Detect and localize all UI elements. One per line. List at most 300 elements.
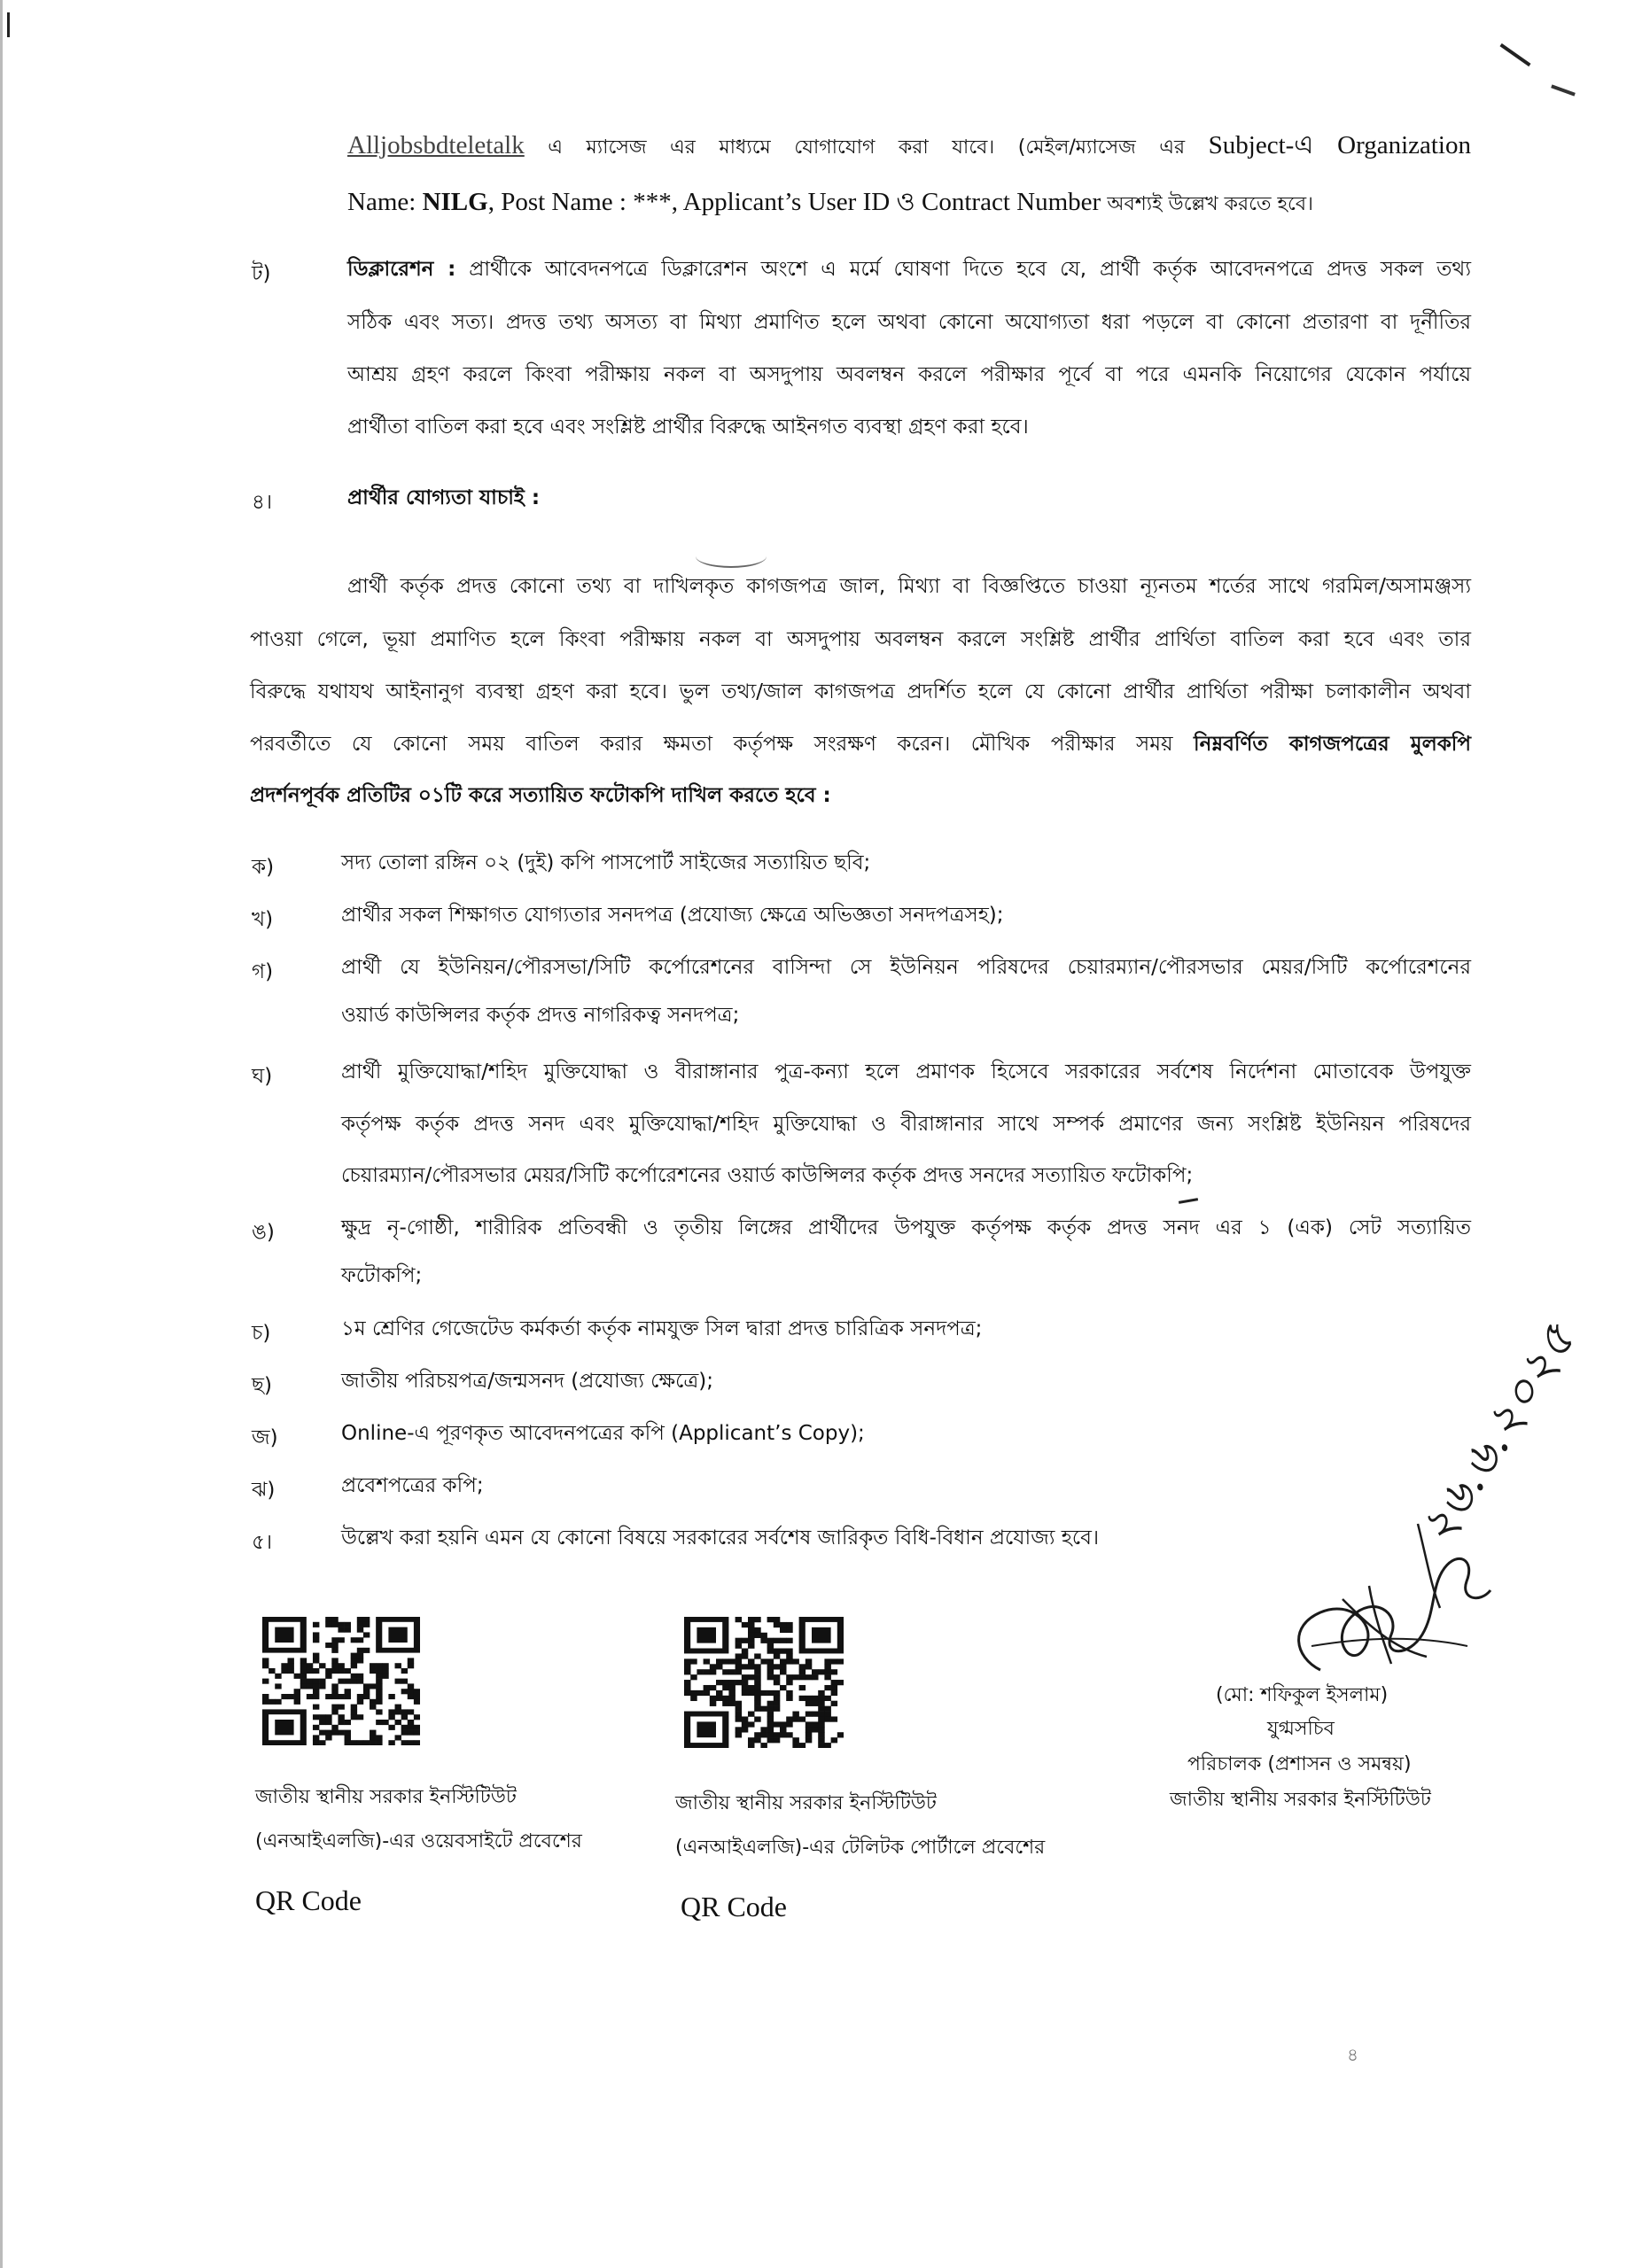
qr-module (728, 1680, 735, 1685)
qr-module (722, 1680, 729, 1685)
item-ga-marker: গ) (252, 960, 274, 983)
qr-module (363, 1694, 370, 1699)
qr-module (370, 1735, 376, 1740)
qr-module (710, 1685, 717, 1690)
qr-module (767, 1669, 774, 1674)
qr-module (294, 1689, 300, 1694)
qr-module (728, 1658, 735, 1664)
qr-module (786, 1638, 793, 1643)
qr-module (395, 1735, 401, 1740)
qr-module (728, 1696, 735, 1701)
qr-module (351, 1674, 357, 1679)
qr-module (792, 1716, 799, 1721)
qr-module (401, 1709, 408, 1714)
qr-module (710, 1701, 717, 1706)
qr-module (748, 1622, 755, 1627)
qr-module (818, 1743, 825, 1748)
qr-module (684, 1680, 691, 1685)
qr-module (806, 1664, 813, 1669)
qr-module (831, 1737, 838, 1743)
qr-module (345, 1668, 351, 1674)
qr-module (735, 1706, 743, 1712)
qr-module (774, 1680, 781, 1685)
qr-module (799, 1664, 806, 1669)
qr-module (786, 1716, 793, 1721)
qr-module (774, 1690, 781, 1696)
qr-module (363, 1740, 370, 1745)
qr-module (754, 1716, 761, 1721)
qr-module (824, 1696, 831, 1701)
qr-module (767, 1664, 774, 1669)
item-cha-marker: চ) (252, 1322, 271, 1345)
qr-module (300, 1658, 307, 1663)
qr-module (376, 1709, 382, 1714)
qr-module (325, 1622, 331, 1627)
qr-module (307, 1679, 313, 1684)
qr-module (799, 1743, 806, 1748)
qr-module (767, 1716, 774, 1721)
qr-module (760, 1727, 767, 1732)
qr-module (754, 1701, 761, 1706)
qr-module (735, 1716, 743, 1721)
qr-module (281, 1694, 287, 1699)
qr-module (716, 1690, 723, 1696)
qr-module (748, 1633, 755, 1638)
qr-module (307, 1694, 313, 1699)
qr-module (363, 1622, 370, 1627)
qr-module (697, 1721, 716, 1737)
qr-module (831, 1658, 838, 1664)
qr-module (824, 1685, 831, 1690)
qr-module (325, 1674, 331, 1679)
qr-module (275, 1720, 293, 1735)
qr-module (300, 1679, 307, 1684)
qr-module (786, 1653, 793, 1658)
qr-module (767, 1690, 774, 1696)
qr-module (275, 1627, 293, 1643)
qr-module (774, 1732, 781, 1737)
qr-module (281, 1668, 287, 1674)
qr-module (786, 1732, 793, 1737)
section-5-number: ৫। (252, 1531, 273, 1554)
qr-module (780, 1664, 787, 1669)
qr-module (806, 1737, 813, 1743)
qr-module (325, 1720, 331, 1725)
qr-module (313, 1679, 319, 1684)
qr-module (345, 1622, 351, 1627)
qr-module (735, 1617, 743, 1622)
signatory-role: পরিচালক (প্রশাসন ও সমন্বয়) (1187, 1753, 1412, 1775)
qr-module (690, 1674, 697, 1680)
qr-module (287, 1694, 293, 1699)
qr-module (357, 1740, 363, 1745)
qr-module (780, 1732, 787, 1737)
qr-module (331, 1637, 338, 1643)
qr-module (319, 1679, 325, 1684)
qr-module (774, 1706, 781, 1712)
qr-module (395, 1679, 401, 1684)
qr-module (363, 1648, 370, 1653)
item-gha-line-1: প্রার্থী মুক্তিযোদ্ধা/শহিদ মুক্তিযোদ্ধা ও বীরাঙ্গানার পুত্র-কন্যা হলে প্রমাণক হিসেবে সরকারের সর্বশেষ নির্দেশনা মোতাবেক উপযুক্ত (341, 1060, 1471, 1084)
qr-module (704, 1658, 711, 1664)
qr-module (806, 1674, 813, 1680)
contact-line-2 (347, 186, 1313, 220)
qr-module (824, 1674, 831, 1680)
qr-module (774, 1721, 781, 1727)
qr-module (370, 1740, 376, 1745)
qr-module (728, 1701, 735, 1706)
qr-module (786, 1696, 793, 1701)
qr-module (735, 1669, 743, 1674)
qr-module (370, 1663, 376, 1668)
contact-subject: Subject-এ Organization (1208, 131, 1471, 159)
qr-module (735, 1664, 743, 1669)
qr-module (697, 1627, 716, 1643)
qr-module (363, 1689, 370, 1694)
qr-module (735, 1658, 743, 1664)
qr-module (799, 1685, 806, 1690)
qr-module (722, 1658, 729, 1664)
qr-module (319, 1720, 325, 1725)
qr-module (818, 1732, 825, 1737)
qr-module (382, 1668, 388, 1674)
qr-module (331, 1648, 338, 1653)
section-4-number: ৪। (252, 491, 273, 514)
qr-module (767, 1732, 774, 1737)
qr-module (690, 1658, 697, 1664)
qr-module (754, 1627, 761, 1633)
qr-module (338, 1622, 344, 1627)
qr-module (754, 1617, 761, 1622)
qr-module (760, 1690, 767, 1696)
qr-module (818, 1696, 825, 1701)
qr-module (748, 1737, 755, 1743)
item-gha-marker: ঘ) (252, 1065, 273, 1088)
qr-module (345, 1627, 351, 1633)
qr-module (325, 1714, 331, 1720)
qr-module (831, 1680, 838, 1685)
qr-module (401, 1679, 408, 1684)
qr-module (780, 1638, 787, 1643)
qr-module (760, 1638, 767, 1643)
qr-module (357, 1627, 363, 1633)
qr-module (300, 1663, 307, 1668)
qr-module (401, 1740, 408, 1745)
page-number: ৪ (1347, 2044, 1358, 2065)
qr-module (382, 1663, 388, 1668)
qr-module (742, 1664, 749, 1669)
qr-module (780, 1669, 787, 1674)
qr-module (401, 1725, 408, 1730)
qr-module (831, 1701, 838, 1706)
qr-module (799, 1674, 806, 1680)
qr-module (812, 1674, 819, 1680)
qr-module (376, 1683, 382, 1689)
qr-module (684, 1685, 691, 1690)
qr-module (760, 1743, 767, 1748)
qr-module (351, 1663, 357, 1668)
qr-module (345, 1740, 351, 1745)
qr-module (331, 1709, 338, 1714)
qr-module (812, 1627, 831, 1643)
qr-module (331, 1689, 338, 1694)
qr-module (780, 1721, 787, 1727)
qr-module (767, 1617, 774, 1622)
qr-module (313, 1632, 319, 1637)
qr-module (345, 1679, 351, 1684)
qr-module (812, 1712, 819, 1717)
qr-module (313, 1740, 319, 1745)
qr-module (345, 1735, 351, 1740)
qr-module (754, 1706, 761, 1712)
qr-module (357, 1699, 363, 1705)
section-4-para-line-4 (250, 732, 1471, 758)
qr-module (837, 1680, 844, 1685)
qr-module (792, 1712, 799, 1717)
ink-mark (1179, 1198, 1198, 1204)
qr-module (338, 1694, 344, 1699)
qr-module (786, 1690, 793, 1696)
qr-module (376, 1674, 382, 1679)
qr-module (760, 1706, 767, 1712)
qr-module (722, 1685, 729, 1690)
qr-module (269, 1668, 275, 1674)
qr-module (742, 1690, 749, 1696)
qr-module (408, 1725, 414, 1730)
qr-module (376, 1679, 382, 1684)
qr-module (786, 1721, 793, 1727)
qr-module (774, 1701, 781, 1706)
para-line-4-plain: পরবর্তীতে যে কোনো সময় বাতিল করার ক্ষমতা কর্তৃপক্ষ সংরক্ষণ করেন। মৌখিক পরীক্ষার সময় (250, 733, 1195, 756)
qr-module (767, 1701, 774, 1706)
qr-module (414, 1730, 420, 1736)
qr-module (735, 1653, 743, 1658)
qr-module (754, 1674, 761, 1680)
qr-module (357, 1679, 363, 1684)
qr-teletalk-graphic (684, 1617, 844, 1748)
qr-module (704, 1685, 711, 1690)
qr-module (792, 1743, 799, 1748)
qr-module (331, 1643, 338, 1648)
qr-module (325, 1694, 331, 1699)
qr-module (338, 1714, 344, 1720)
qr-left-caption-1: জাতীয় স্থানীয় সরকার ইনস্টিটিউট (255, 1786, 517, 1808)
qr-module (690, 1690, 697, 1696)
qr-module (262, 1694, 269, 1699)
qr-module (812, 1701, 819, 1706)
qr-module (735, 1680, 743, 1685)
qr-module (351, 1653, 357, 1658)
qr-module (388, 1709, 394, 1714)
qr-module (331, 1730, 338, 1736)
qr-module (325, 1668, 331, 1674)
qr-module (313, 1725, 319, 1730)
qr-module (338, 1720, 344, 1725)
qr-module (319, 1730, 325, 1736)
qr-module (742, 1622, 749, 1627)
qr-module (728, 1690, 735, 1696)
org-name: NILG (422, 188, 488, 216)
qr-module (275, 1683, 281, 1689)
qr-module (357, 1622, 363, 1627)
scan-mark-topright (1499, 43, 1530, 66)
qr-module (748, 1643, 755, 1649)
qr-module (300, 1674, 307, 1679)
qr-module (735, 1701, 743, 1706)
qr-module (684, 1669, 691, 1674)
qr-module (351, 1740, 357, 1745)
qr-module (831, 1669, 838, 1674)
qr-module (780, 1622, 787, 1627)
qr-module (414, 1740, 420, 1745)
qr-module (294, 1699, 300, 1705)
qr-module (414, 1725, 420, 1730)
qr-module (735, 1712, 743, 1717)
qr-module (313, 1714, 319, 1720)
mandatory-text: অবশ্যই উল্লেখ করতে হবে। (1107, 193, 1313, 215)
qr-module (831, 1685, 838, 1690)
qr-module (780, 1658, 787, 1664)
qr-module (716, 1664, 723, 1669)
alljobs-link[interactable]: Alljobsbdteletalk (347, 131, 525, 159)
qr-module (395, 1709, 401, 1714)
qr-module (331, 1658, 338, 1663)
qr-module (388, 1694, 394, 1699)
qr-module (716, 1696, 723, 1701)
qr-module (748, 1712, 755, 1717)
qr-module (786, 1674, 793, 1680)
qr-module (269, 1699, 275, 1705)
qr-module (319, 1663, 325, 1668)
qr-module (748, 1658, 755, 1664)
qr-module (408, 1663, 414, 1668)
qr-module (748, 1721, 755, 1727)
qr-module (716, 1658, 723, 1664)
qr-module (824, 1664, 831, 1669)
qr-module (812, 1696, 819, 1701)
qr-module (748, 1627, 755, 1633)
qr-module (684, 1658, 691, 1664)
qr-module (735, 1643, 743, 1649)
item-ja-marker: জ) (252, 1426, 278, 1449)
qr-module (818, 1669, 825, 1674)
qr-module (748, 1690, 755, 1696)
post-name-text: , Post Name : ***, Applicant’s User ID ও Contract Number (487, 188, 1108, 216)
qr-module (388, 1714, 394, 1720)
qr-module (818, 1727, 825, 1732)
qr-module (357, 1714, 363, 1720)
item-ka-marker: ক) (252, 856, 275, 879)
qr-code-website[interactable] (262, 1617, 420, 1745)
qr-module (357, 1648, 363, 1653)
qr-module (837, 1732, 844, 1737)
qr-module (345, 1689, 351, 1694)
item-uma-line-1: ক্ষুদ্র নৃ-গোষ্ঠী, শারীরিক প্রতিবন্ধী ও তৃতীয় লিঙ্গের প্রার্থীদের উপযুক্ত কর্তৃপক্ষ কর্তৃক প্রদত্ত সনদ এর ১ (এক) সেট সত্যায়িত (341, 1216, 1471, 1239)
qr-module (287, 1658, 293, 1663)
qr-module (401, 1689, 408, 1694)
qr-module (408, 1689, 414, 1694)
qr-module (824, 1706, 831, 1712)
qr-module (351, 1705, 357, 1710)
qr-module (760, 1658, 767, 1664)
signatory-org: জাতীয় স্থানীয় সরকার ইনস্টিটিউট (1170, 1789, 1431, 1811)
item-gha-line-2: কর্তৃপক্ষ কর্তৃক প্রদত্ত সনদ এবং মুক্তিযোদ্ধা/শহিদ মুক্তিযোদ্ধা ও বীরাঙ্গানার সাথে সম্পর্ক প্রমাণের জন্য সংশ্লিষ্ট ইউনিয়ন পরিষদের (341, 1113, 1471, 1136)
qr-module (376, 1699, 382, 1705)
qr-module (345, 1694, 351, 1699)
qr-module (697, 1669, 704, 1674)
qr-module (748, 1638, 755, 1643)
qr-module (742, 1680, 749, 1685)
qr-module (824, 1716, 831, 1721)
qr-module (363, 1632, 370, 1637)
qr-module (684, 1664, 691, 1669)
qr-module (806, 1701, 813, 1706)
qr-module (370, 1699, 376, 1705)
qr-module (754, 1633, 761, 1638)
qr-module (331, 1683, 338, 1689)
qr-module (370, 1668, 376, 1674)
qr-module (697, 1690, 704, 1696)
qr-module (388, 1725, 394, 1730)
qr-module (799, 1716, 806, 1721)
declaration-marker: ট) (252, 262, 271, 285)
qr-module (831, 1716, 838, 1721)
qr-module (722, 1696, 729, 1701)
qr-module (313, 1689, 319, 1694)
qr-module (376, 1689, 382, 1694)
qr-module (325, 1617, 331, 1622)
qr-module (414, 1714, 420, 1720)
qr-module (300, 1668, 307, 1674)
scan-mark-topleft (7, 12, 22, 37)
qr-module (319, 1714, 325, 1720)
qr-module (774, 1617, 781, 1622)
qr-module (818, 1706, 825, 1712)
section-4-para-line-2: পাওয়া গেলে, ভূয়া প্রমাণিত হলে কিংবা পরীক্ষায় নকল বা অসদুপায় অবলম্বন করলে সংশ্লিষ্ট প্রার্থীর প্রার্থিতা বাতিল করা হবে এবং তার (250, 628, 1471, 651)
qr-module (754, 1690, 761, 1696)
qr-module (408, 1730, 414, 1736)
qr-module (754, 1664, 761, 1669)
qr-module (345, 1730, 351, 1736)
qr-module (780, 1627, 787, 1633)
qr-module (812, 1669, 819, 1674)
qr-module (313, 1694, 319, 1699)
qr-module (376, 1694, 382, 1699)
qr-right-label: QR Code (681, 1891, 787, 1922)
qr-code-teletalk[interactable] (684, 1617, 844, 1748)
item-uma-line-2: ফটোকপি; (341, 1264, 423, 1287)
item-kha-line-1: প্রার্থীর সকল শিক্ষাগত যোগ্যতার সনদপত্র (প্রযোজ্য ক্ষেত্রে অভিজ্ঞতা সনদপত্রসহ); (341, 904, 1004, 927)
qr-module (742, 1638, 749, 1643)
qr-module (376, 1735, 382, 1740)
qr-module (774, 1664, 781, 1669)
qr-module (376, 1720, 382, 1725)
qr-module (780, 1649, 787, 1654)
qr-module (313, 1735, 319, 1740)
qr-module (370, 1730, 376, 1736)
section-4-para-line-5: প্রদর্শনপূর্বক প্রতিটির ০১টি করে সত্যায়িত ফটোকপি দাখিল করতে হবে : (250, 784, 831, 807)
qr-module (294, 1694, 300, 1699)
qr-module (792, 1737, 799, 1743)
qr-module (735, 1638, 743, 1643)
contact-text: এ ম্যাসেজ এর মাধ্যমে যোগাযোগ করা যাবে। (মেইল/ম্যাসেজ এর (524, 136, 1209, 159)
qr-module (357, 1694, 363, 1699)
qr-module (345, 1720, 351, 1725)
qr-module (351, 1658, 357, 1663)
qr-module (294, 1674, 300, 1679)
qr-module (792, 1658, 799, 1664)
qr-module (754, 1737, 761, 1743)
